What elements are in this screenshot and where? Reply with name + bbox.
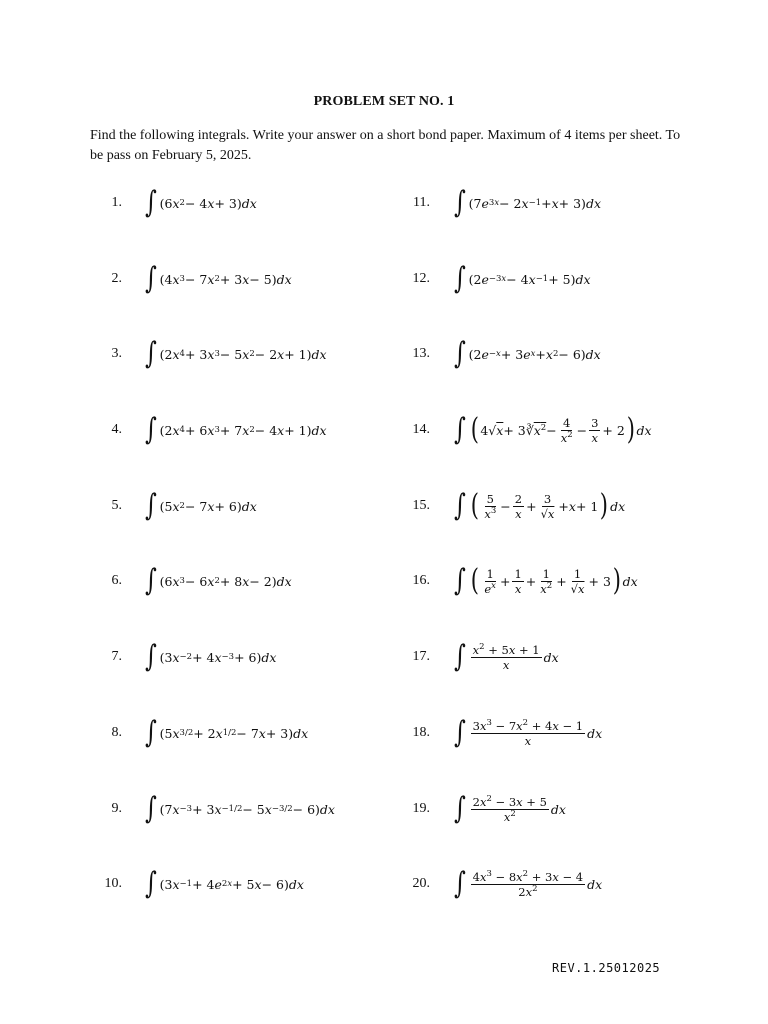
integral-expression: ∫ ( 4√ x + 3∛ $x^2$ − $\frac{4}{x^2}$ − $\frac{3}{x}$ + 2 ) dx [453, 412, 652, 447]
item-number: 8. [111, 725, 122, 740]
integral-expression: ∫ (2 x 4 + 6 x 3 + 7 x 2 − 4 x + 1) dx [144, 412, 327, 447]
integral-expression: ∫ (2 e −3x − 4 x −1 + 5) dx [453, 261, 591, 296]
item-number: 20. [412, 876, 430, 891]
integral-expression: ∫ ( $\frac{5}{x^3}$ − $\frac{2}{x}$ + $\frac{3}{√x}$ + x + 1 ) dx [453, 488, 626, 523]
integral-expression: ∫ (7 e 3x − 2 x −1 + x + 3) dx [453, 185, 601, 220]
item-number: 14. [412, 422, 430, 437]
integral-expression: ∫ $\frac{x^2 + 5x + 1}{x}$ dx [453, 639, 559, 674]
integral-expression: ∫ (5 x 3/2 + 2 x 1/2 − 7 x + 3) dx [144, 715, 309, 750]
item-number: 12. [412, 271, 430, 286]
item-number: 19. [412, 801, 430, 816]
integral-expression: ∫ (4 x 3 − 7 x 2 + 3 x − 5) dx [144, 261, 292, 296]
integral-expression: ∫ $\frac{4x^3 - 8x^2 + 3x - 4}{2x^2}$ dx [453, 866, 603, 901]
item-number: 6. [111, 573, 122, 588]
item-number: 4. [111, 422, 122, 437]
item-number: 16. [412, 573, 430, 588]
item-number: 5. [111, 498, 122, 513]
integral-expression: ∫ (5 x 2 − 7 x + 6) dx [144, 488, 257, 523]
integral-expression: ∫ $\frac{3x^3 - 7x^2 + 4x - 1}{x}$ dx [453, 715, 603, 750]
integral-expression: ∫ (6 x 3 − 6 x 2 + 8 x − 2) dx [144, 563, 292, 598]
item-number: 15. [412, 498, 430, 513]
integral-expression: ∫ (3 x −1 + 4 e 2x + 5 x − 6) dx [144, 866, 304, 901]
item-number: 11. [413, 195, 430, 210]
integral-expression: ∫ (2 e −x + 3 e x + x 2 − 6) dx [453, 336, 601, 371]
item-number: 9. [111, 801, 122, 816]
integral-expression: ∫ (2 x 4 + 3 x 3 − 5 x 2 − 2 x + 1) dx [144, 336, 327, 371]
integral-expression: ∫ $\frac{2x^2 - 3x + 5}{x^2}$ dx [453, 791, 566, 826]
item-number: 17. [412, 649, 430, 664]
item-number: 3. [111, 346, 122, 361]
item-number: 7. [111, 649, 122, 664]
item-number: 1. [111, 195, 122, 210]
integral-expression: ∫ (6 x 2 − 4 x + 3) dx [144, 185, 257, 220]
item-number: 18. [412, 725, 430, 740]
instructions: Find the following integrals. Write your answer on a short bond paper. Maximum of 4 items per sheet. To be pass on February 5, 2025. [90, 128, 681, 163]
item-number: 2. [111, 271, 122, 286]
revision-code: REV.1.25012025 [552, 961, 661, 975]
integral-expression: ∫ (7 x −3 + 3 x −1/2 − 5 x −3/2 − 6) dx [144, 791, 335, 826]
page-title: PROBLEM SET NO. 1 [313, 94, 455, 109]
integral-expression: ∫ ( $\frac{1}{e^x}$ + $\frac{1}{x}$ + $\frac{1}{x^2}$ + $\frac{1}{√x}$ + 3 ) dx [453, 563, 638, 598]
item-number: 13. [412, 346, 430, 361]
item-number: 10. [104, 876, 122, 891]
integral-expression: ∫ (3 x −2 + 4 x −3 + 6) dx [144, 639, 277, 674]
